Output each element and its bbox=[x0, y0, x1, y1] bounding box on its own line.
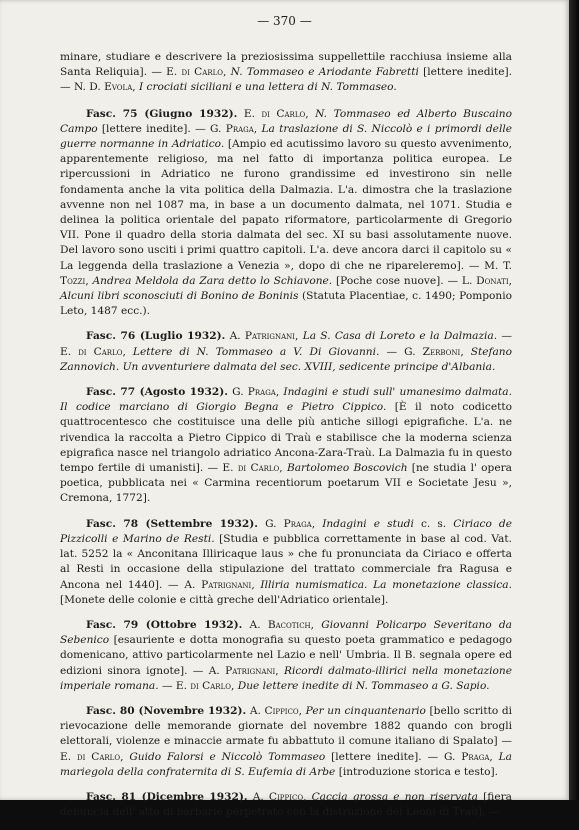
work-title: Guido Falorsi e Niccolò Tommaseo bbox=[129, 750, 326, 763]
entry-text: , bbox=[489, 750, 499, 763]
issue-heading: Fasc. 77 (Agosto 1932). bbox=[86, 386, 228, 399]
entry-text: [lettere inedite]. — N. D. bbox=[60, 66, 512, 94]
entry-text: [È il noto codicetto quattrocentesco che costituisce una delle più antiche sillogi epigrafiche. L'a. ne rivendica la raccolta a Pietro Cippico di Traù e stabilisce che la moderna scienza epigrafica nasce nel triangolo adriatico Ancona-Zara-Traù. La Dalmazia fu in questo tempo fertile di umanisti]. — E. bbox=[60, 401, 512, 475]
entry-text: — E. bbox=[60, 330, 512, 358]
issue-heading: Fasc. 78 (Settembre 1932). bbox=[86, 517, 258, 530]
author-name: Patrignani bbox=[201, 578, 252, 591]
issue-entry bbox=[60, 618, 512, 694]
work-title: Indagini e studi sull' umanesimo dalmata. Il codice marciano di Giorgio Begna e Pietro Cippico. bbox=[60, 386, 512, 414]
issue-heading: Fasc. 80 (Novembre 1932). bbox=[86, 704, 247, 717]
work-title: Indagini e studi bbox=[322, 517, 414, 530]
work-title: Lettere di N. Tommaseo a V. Di Giovanni. bbox=[132, 345, 380, 358]
entry-text: , bbox=[303, 790, 312, 803]
author-name: Patrignani bbox=[244, 330, 296, 343]
entry-text: [fiera denuncia dell' atto di barbarie perpetrato con la distruzione dei Leoni di Traù]. — bbox=[60, 790, 512, 819]
issue-heading: Fasc. 75 (Giugno 1932). bbox=[86, 107, 238, 120]
entry-text: , bbox=[460, 345, 471, 358]
entry-text: G. bbox=[227, 386, 248, 399]
page-edge-shadow bbox=[569, 0, 579, 800]
work-title: La S. Casa di Loreto e la Dalmazia. bbox=[302, 330, 498, 343]
work-title: Ciriaco de Pizzicolli e Marino de Resti. bbox=[60, 517, 512, 545]
work-title: N. Tommaseo ed Alberto Buscaino Campo bbox=[60, 107, 512, 135]
work-title: La mariegola della confraternita di S. Eufemia di Arbe bbox=[60, 750, 512, 778]
work-title: Due lettere inedite di N. Tommaseo a G. Sapio. bbox=[237, 679, 490, 692]
entry-text: , bbox=[310, 618, 322, 631]
entry-text: — E. bbox=[158, 679, 191, 692]
issue-heading: Fasc. 81 (Dicembre 1932). bbox=[86, 790, 248, 803]
entry-text: A. bbox=[225, 330, 245, 343]
entry-text: — G. bbox=[379, 345, 423, 358]
work-title: Caccia grossa e non riservata bbox=[311, 790, 478, 803]
author-name: Cippico bbox=[268, 790, 304, 803]
entry-text: [Ampio ed acutissimo lavoro su questo avvenimento, apparentemente religioso, ma nel fatto di importanza politica europea. Le ripercussioni in Adriatico ne furono grandissime ed investirono sin nelle fondamenta anche la vita politica della Dalmazia. L'a. dimostra che la traslazione avvenne non nel 1087 ma, in base a un documento dalmata, nel 1071. Studia e delinea la politica orientale del papato riformatore, particolarmente di Gregorio VII. Pone il quadro della storia dalmata del sec. XI su basi assolutamente nuove. Del lavoro sono usciti i primi quattro capitoli. L'a. deve ancora darci il capitolo su « La leggenda della traslazione a Venezia », dopo di che ne ripareleremo]. — M. T. bbox=[60, 138, 512, 272]
entry-text: , bbox=[295, 330, 303, 343]
entry-text: [Studia e pubblica correttamente in base al cod. Vat. lat. 5252 la « Anconitana Illiricaque laus » che fu pronunciata da Ciriaco e offerta al Resti in occasione della stipulazione del trattato commerciale fra Ragusa e Ancona nel 1440]. — A. bbox=[60, 532, 512, 591]
issue-heading: Fasc. 79 (Ottobre 1932). bbox=[86, 618, 243, 631]
entry-text: [bello scritto di rievocazione delle memorande giornate del novembre 1882 quando con brogli elettorali, violenze e minaccie armate fu abbattuto il comune italiano di Spalato] — E. bbox=[60, 704, 512, 763]
entry-text: , bbox=[132, 81, 139, 94]
issue-entry bbox=[60, 517, 512, 608]
work-title: Ricordi dalmato-illirici nella monetazione imperiale romana. bbox=[60, 664, 512, 692]
author-name: Praga bbox=[283, 517, 312, 530]
entry-text: minare, studiare e descrivere la preziosissima suppellettile racchiusa insieme alla Santa Reliquia]. — E. bbox=[60, 51, 512, 79]
author-name: di Carlo bbox=[261, 107, 306, 120]
author-name: Bacotich bbox=[267, 618, 311, 631]
author-name: Patrignani bbox=[225, 664, 276, 677]
work-title: Andrea Meldola da Zara detto lo Schiavone. bbox=[92, 274, 333, 287]
author-name: di Carlo bbox=[181, 66, 223, 79]
work-title: Alcuni libri sconosciuti di Bonino de Boninis bbox=[60, 290, 299, 303]
author-name: di Carlo bbox=[237, 462, 280, 475]
entry-text: [ne studia l' opera poetica, pubblicata nei « Carmina recentiorum poetarum VII e Societate Jesu », Cremona, 1772]. bbox=[60, 462, 512, 505]
entry-text: , bbox=[298, 704, 306, 717]
author-name: Zerboni bbox=[422, 345, 461, 358]
issue-entry bbox=[60, 107, 512, 320]
entry-text: [lettere inedite]. — G. bbox=[97, 122, 226, 135]
entry-text: , bbox=[85, 274, 93, 287]
page-number: — 370 — bbox=[257, 14, 312, 28]
work-title: Per un cinquantenario bbox=[305, 704, 426, 717]
entry-text: , bbox=[305, 107, 316, 120]
page-body bbox=[60, 50, 512, 830]
entry-text: [lettere inedite]. — G. bbox=[325, 750, 462, 763]
work-title: Illiria numismatica. La monetazione classica. bbox=[260, 578, 512, 591]
author-name: di Carlo bbox=[76, 750, 121, 763]
work-title: La traslazione di S. Niccolò e i primordi delle guerre normanne in Adriatico. bbox=[60, 122, 512, 151]
entry-text: [Poche cose nuove]. — L. bbox=[332, 274, 477, 287]
entry-text: , bbox=[508, 274, 512, 287]
entry-text: [Monete delle colonie e città greche dell'Adriatico orientale]. bbox=[60, 593, 389, 606]
entry-text: , bbox=[279, 462, 287, 475]
issue-entry bbox=[60, 704, 512, 780]
entry-text: , bbox=[253, 122, 262, 135]
entry-text: , bbox=[275, 664, 284, 677]
entry-text: , bbox=[311, 517, 323, 530]
author-name: Cippico bbox=[264, 704, 299, 717]
entry-text: , bbox=[275, 386, 284, 399]
entry-text: [esauriente e dotta monografia su questo poeta grammatico e pedagogo domenicano, attivo particolarmente nel Lazio e nell' Umbria. Il B. segnala opere ed edizioni sinora ignote]. — A. bbox=[60, 634, 512, 677]
author-name: di Carlo bbox=[78, 345, 123, 358]
entry-text: , bbox=[222, 66, 231, 79]
entry-text: , bbox=[230, 679, 238, 692]
entry-text: , bbox=[120, 750, 130, 763]
entry-text: [introduzione storica e testo]. bbox=[335, 765, 499, 778]
issue-heading: Fasc. 76 (Luglio 1932). bbox=[86, 330, 226, 343]
entry-text: c. s. bbox=[413, 517, 454, 530]
issue-entry bbox=[60, 790, 512, 820]
author-name: Donati bbox=[476, 274, 509, 287]
entry-text: (Statuta Placentiae, c. 1490; Pomponio Leto, 1487 ecc.). bbox=[60, 290, 513, 318]
author-name: Praga bbox=[247, 386, 276, 399]
entry-text: , bbox=[251, 578, 261, 591]
entry-text: A. bbox=[242, 618, 268, 631]
author-name: Tozzi bbox=[60, 274, 86, 287]
entry-text: A. bbox=[246, 704, 265, 717]
entry-text: G. bbox=[257, 517, 284, 530]
continued-paragraph bbox=[60, 50, 512, 96]
author-name: di Carlo bbox=[190, 679, 231, 692]
entry-text: , bbox=[122, 345, 133, 358]
author-name: Praga bbox=[225, 122, 254, 135]
work-title: Bartolomeo Boscovich bbox=[286, 462, 408, 475]
entry-text: A. bbox=[247, 790, 269, 803]
author-name: Praga bbox=[461, 750, 490, 763]
issue-entry bbox=[60, 385, 512, 507]
work-title: Stefano Zannovich. Un avventuriere dalmata del sec. XVIII, sedicente principe d'Albania. bbox=[60, 345, 512, 373]
work-title: Giovanni Policarpo Severitano da Sebenico bbox=[60, 618, 512, 647]
work-title: I crociati siciliani e una lettera di N. Tommaseo. bbox=[139, 81, 397, 94]
work-title: N. Tommaseo e Ariodante Fabretti bbox=[230, 66, 419, 79]
issue-entry bbox=[60, 329, 512, 375]
entry-text: E. bbox=[237, 107, 262, 120]
author-name: Evola bbox=[104, 81, 133, 94]
